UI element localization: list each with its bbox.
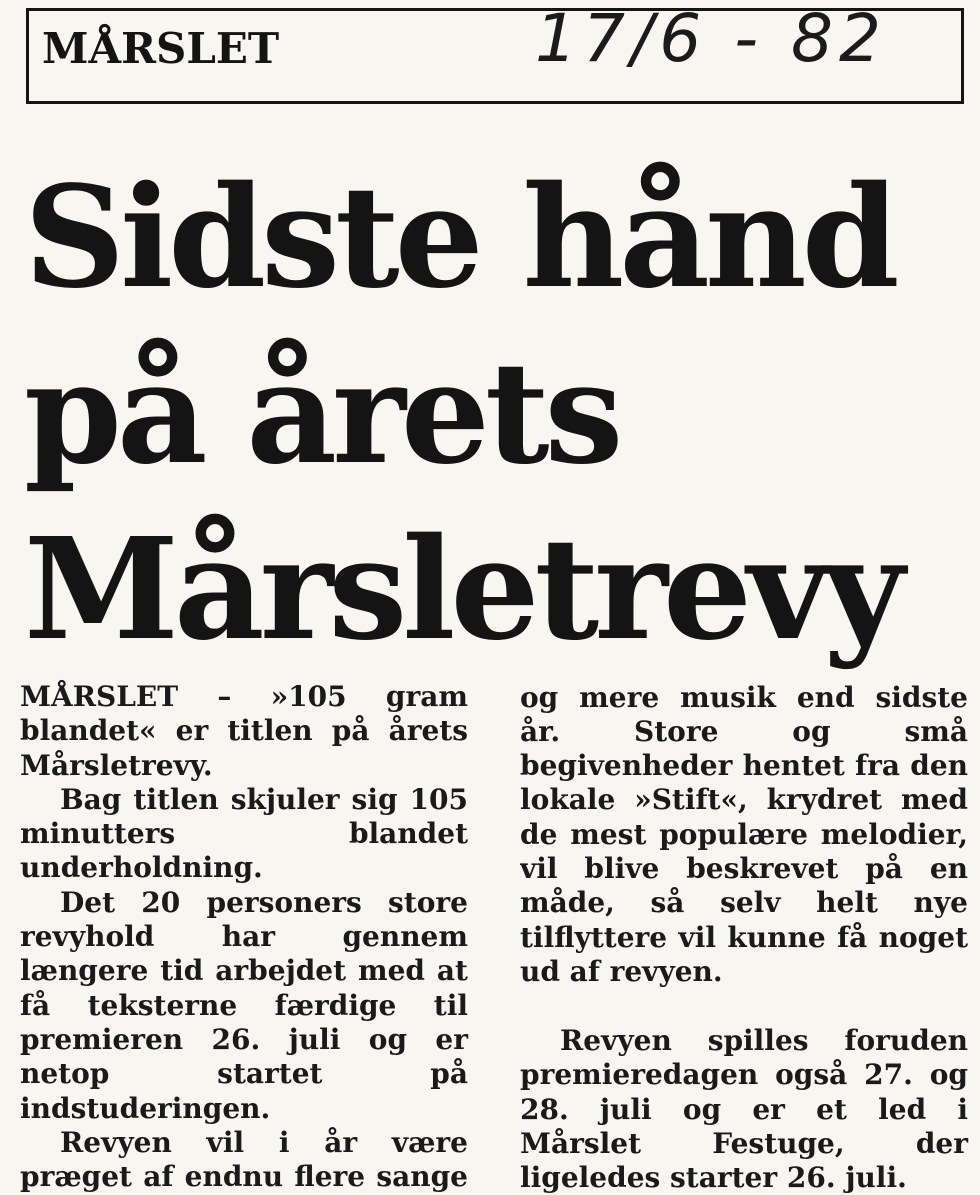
article-continuation [520, 680, 968, 1020]
article-paragraph: Revyen spilles foruden premieredagen også 27. og 28. juli og er et led i Mårslet Festuge, der ligeledes starter 26. juli. [520, 1024, 968, 1195]
section-label: MÅRSLET [42, 24, 280, 73]
article-lead: MÅRSLET – »105 gram blandet« er titlen på årets Mårsletrevy. [20, 680, 468, 782]
headline-line-2: på årets [24, 332, 619, 496]
article-column-right [520, 680, 968, 1195]
handwritten-date: 17/6 - 82 [535, 0, 887, 77]
article-paragraph: Bag titlen skjuler sig 105 minutters blandet underholdning. [20, 782, 468, 885]
headline-line-1: Sidste hånd [24, 156, 895, 320]
headline [24, 150, 974, 678]
article-paragraph-continued: og mere musik end sidste år. Store og små begivenheder hentet fra den lokale »Stift«, krydret med de mest populære melodier, vil blive beskrevet på en måde, så selv helt nye tilflyttere vil kunne få noget ud af revyen. [520, 680, 968, 988]
article-paragraph: Det 20 personers store revyhold har gennem længere tid arbejdet med at få teksterne færdige til premieren 26. juli og er netop startet på indstuderingen. [20, 885, 468, 1125]
article-paragraph: Revyen vil i år være præget af endnu flere sange [20, 1125, 468, 1194]
headline-line-3: Mårsletrevy [24, 508, 900, 672]
article-column-left [20, 680, 468, 1194]
